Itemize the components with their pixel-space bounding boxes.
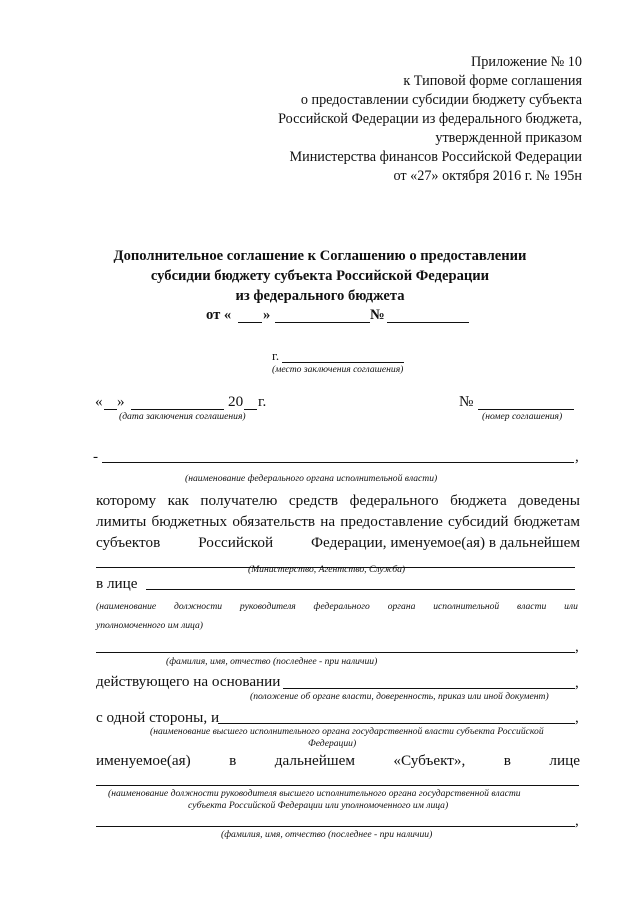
fio-line[interactable] [96, 652, 575, 653]
word: или [564, 601, 578, 612]
recipient-text-line-1 [96, 492, 580, 510]
document-title-line-1: Дополнительное соглашение к Соглашению о предоставлении [113, 248, 527, 264]
fio-note: (фамилия, имя, отчество (последнее - при наличии) [166, 656, 378, 667]
date-quote-close: » [117, 393, 125, 410]
appendix-number: Приложение № 10 [471, 54, 582, 70]
subject-position-note-line-1: (наименование должности руководителя высшего исполнительного органа государственной власти [108, 788, 521, 799]
appendix-line-6: Министерства финансов Российской Федерации [289, 149, 582, 165]
side-label: с одной стороны, и [96, 709, 220, 726]
place-note: (место заключения соглашения) [272, 364, 404, 375]
word: в [503, 752, 511, 769]
word: бюджета [450, 492, 507, 509]
word: обязательств [232, 513, 316, 530]
acting-label: действующего на основании [96, 673, 281, 690]
date-quote-open: « [95, 393, 103, 410]
word: бюджетных [151, 513, 228, 530]
word: федерального [313, 601, 370, 612]
named-subject-line [96, 752, 580, 770]
word: Российской [198, 534, 274, 551]
word: должности [174, 601, 223, 612]
word: средств [288, 492, 339, 509]
side-note-line-1: (наименование высшего исполнительного органа государственной власти субъекта Российской [150, 726, 544, 737]
person-line[interactable] [146, 589, 575, 590]
place-line[interactable] [282, 362, 404, 363]
word: исполнительной [433, 601, 500, 612]
subject-position-line[interactable] [96, 785, 579, 786]
word: которому [96, 492, 157, 509]
date-day-line[interactable] [104, 409, 117, 410]
document-title-line-2: субсидии бюджету субъекта Российской Федерации [150, 268, 490, 284]
appendix-line-4: Российской Федерации из федерального бюджета, [278, 111, 582, 127]
word: Федерации, именуемое(ая) в дальнейшем [311, 534, 580, 551]
acting-comma: , [575, 674, 579, 691]
word: доведены [518, 492, 580, 509]
word: дальнейшем [274, 752, 355, 769]
word: предоставление [340, 513, 443, 530]
ministry-note: (Министерство, Агентство, Служба) [248, 564, 406, 575]
word: лимиты [96, 513, 147, 530]
position-note-line-2: уполномоченного им лица) [96, 620, 203, 631]
title-number-label: № [370, 307, 385, 323]
appendix-line-3: о предоставлении субсидии бюджету субъекта [300, 92, 582, 108]
word: субсидий [448, 513, 509, 530]
word: федерального [349, 492, 439, 509]
word: лице [549, 752, 580, 769]
word: бюджетам [513, 513, 580, 530]
title-number-line[interactable] [387, 322, 469, 323]
date-note: (дата заключения соглашения) [119, 411, 246, 422]
word: власти [517, 601, 547, 612]
title-day-line[interactable] [238, 322, 262, 323]
word: получателю [200, 492, 278, 509]
person-label: в лице [96, 575, 138, 592]
word: на [320, 513, 336, 530]
date-year-line[interactable] [244, 409, 257, 410]
fio-line-2[interactable] [96, 826, 575, 827]
word: именуемое(ая) [96, 752, 191, 769]
date-year: 20 [228, 393, 244, 410]
federal-body-comma: , [575, 448, 579, 465]
agreement-number-line[interactable] [478, 409, 574, 410]
subject-position-note-line-2: субъекта Российской Федерации или уполномоченного им лица) [188, 800, 449, 811]
word: субъектов [96, 534, 161, 551]
word: в [229, 752, 237, 769]
title-date-line[interactable] [275, 322, 370, 323]
appendix-line-2: к Типовой форме соглашения [403, 73, 582, 89]
document-title-line-3: из федерального бюджета [235, 288, 405, 304]
side-comma: , [575, 709, 579, 726]
position-note-line-1 [96, 601, 578, 613]
acting-line[interactable] [283, 688, 575, 689]
agreement-number-note: (номер соглашения) [482, 411, 563, 422]
federal-body-dash: - [93, 448, 99, 465]
date-month-line[interactable] [131, 409, 224, 410]
appendix-line-7: от «27» октября 2016 г. № 195н [393, 168, 582, 184]
title-quote-close: » [263, 307, 271, 323]
recipient-text-line-2 [96, 513, 580, 531]
recipient-text-line-3 [96, 534, 580, 552]
agreement-number-label: № [459, 393, 474, 410]
fio-comma-2: , [575, 812, 579, 829]
word: (наименование [96, 601, 157, 612]
place-prefix: г. [272, 348, 280, 363]
fio-note-2: (фамилия, имя, отчество (последнее - при наличии) [221, 829, 433, 840]
title-from-label: от « [206, 307, 232, 323]
word: «Субъект», [393, 752, 466, 769]
side-line[interactable] [218, 723, 575, 724]
federal-body-note: (наименование федерального органа исполнительной власти) [185, 473, 438, 484]
date-year-suffix: г. [258, 393, 267, 410]
acting-note: (положение об органе власти, доверенность, приказ или иной документ) [250, 691, 549, 702]
fio-comma: , [575, 638, 579, 655]
federal-body-line[interactable] [102, 462, 574, 463]
appendix-line-5: утвержденной приказом [435, 130, 582, 146]
word: органа [387, 601, 416, 612]
word: руководителя [239, 601, 296, 612]
word: как [167, 492, 189, 509]
side-note-line-2: Федерации) [308, 738, 357, 749]
